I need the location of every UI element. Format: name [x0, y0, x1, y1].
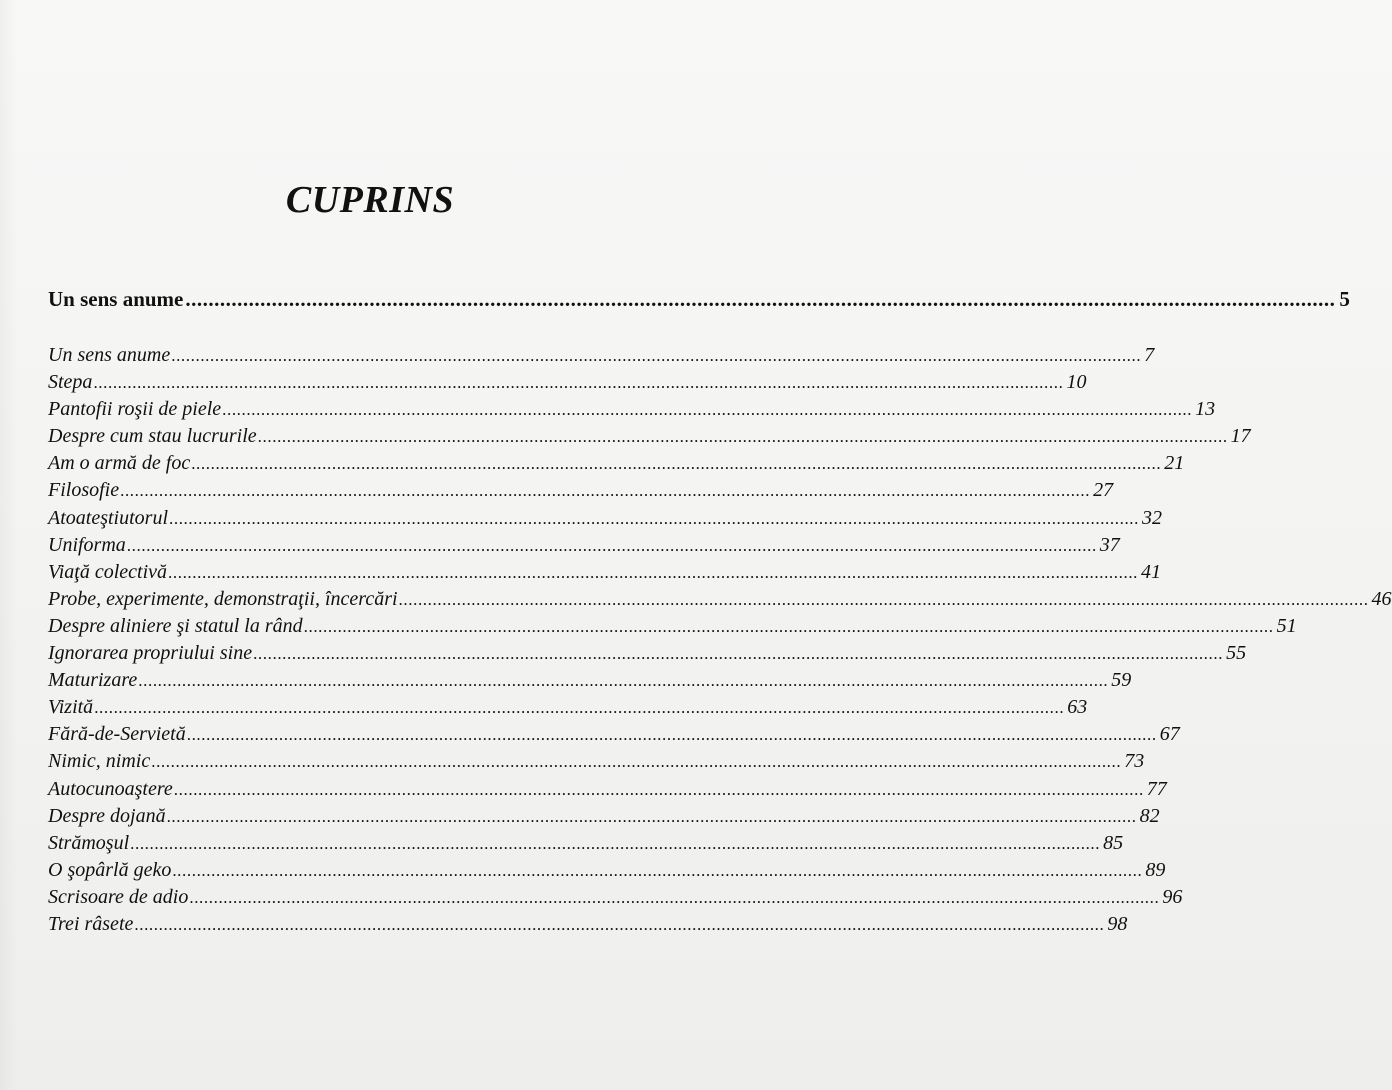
toc-entry-page-number: 37 — [1099, 533, 1120, 556]
dot-leader: ........................................................................................................................................................................................................ — [126, 535, 1097, 555]
toc-entry-page-number: 10 — [1066, 371, 1087, 394]
toc-entry-page-number: 96 — [1162, 885, 1183, 908]
toc-entry-page-number: 17 — [1230, 425, 1251, 448]
toc-entry-title: Despre aliniere şi statul la rând — [48, 614, 303, 637]
toc-entry-title: Scrisoare de adio — [48, 885, 189, 908]
dot-leader: ........................................................................................................................................................................................................ — [138, 671, 1109, 691]
toc-entry-page-number: 51 — [1276, 614, 1297, 637]
toc-entry — [48, 884, 1183, 911]
toc-entry — [48, 477, 1114, 504]
dot-leader: ........................................................................................................................................................................................................ — [94, 698, 1065, 718]
toc-entry-title: Vizită — [48, 696, 94, 719]
toc-entry-title: Viaţă colectivă — [48, 560, 168, 583]
toc-entry — [48, 613, 1297, 640]
dot-leader: ........................................................................................................................................................................................................ — [303, 616, 1274, 636]
dot-leader: ........................................................................................................................................................................................................ — [130, 833, 1101, 853]
toc-list — [48, 342, 1392, 938]
toc-entry-page-number: 13 — [1195, 398, 1216, 421]
toc-entry-title: Despre cum stau lucrurile — [48, 425, 257, 448]
section-label: Un sens anume — [48, 287, 184, 311]
toc-entry — [48, 640, 1247, 667]
dot-leader: ........................................................................................................................................................................................................ — [134, 914, 1105, 934]
dot-leader: ........................................................................................................................................................................................................ — [398, 589, 1369, 609]
dot-leader: ........................................................................................................................................................................................................ — [189, 887, 1160, 907]
toc-entry — [48, 830, 1124, 857]
toc-entry-title: Strămoşul — [48, 831, 130, 854]
toc-entry-page-number: 67 — [1159, 723, 1180, 746]
toc-entry — [48, 721, 1180, 748]
toc-entry-page-number: 32 — [1142, 506, 1162, 529]
toc-entry-page-number: 21 — [1164, 452, 1185, 475]
dot-leader: ........................................................................................................................................................................................................ — [171, 346, 1142, 365]
toc-entry — [48, 532, 1120, 559]
toc-entry-page-number: 55 — [1226, 642, 1247, 665]
toc-entry-title: Probe, experimente, demonstraţii, încercări — [48, 587, 398, 610]
toc-entry-title: Trei râsete — [48, 912, 134, 935]
toc-entry-page-number: 98 — [1107, 912, 1128, 935]
toc-entry-page-number: 7 — [1144, 344, 1155, 366]
dot-leader: ........................................................................................................................................................................................................ — [253, 644, 1224, 664]
toc-entry-page-number: 82 — [1139, 804, 1160, 827]
toc-entry-title: Autocunoaştere — [48, 777, 173, 800]
toc-entry — [48, 505, 1162, 532]
toc-entry — [48, 342, 1155, 369]
toc-entry-title: Un sens anume — [48, 344, 171, 366]
toc-entry-title: Fără-de-Servietă — [48, 723, 186, 746]
toc-entry — [48, 694, 1088, 721]
toc-entry-title: Despre dojană — [48, 804, 166, 827]
toc-entry-page-number: 46 — [1371, 587, 1392, 610]
toc-entry-title: Uniforma — [48, 533, 126, 556]
toc-entry — [48, 911, 1128, 938]
dot-leader: ........................................................................................................................................................................................................ — [186, 725, 1157, 745]
dot-leader: ........................................................................................................................................................................................................ — [257, 427, 1228, 447]
dot-leader: ........................................................................................................................................................................................................ — [93, 373, 1064, 393]
page-title: CUPRINS — [285, 179, 455, 221]
toc-entry-title: Atoateştiutorul — [48, 506, 168, 529]
toc-entry — [48, 667, 1132, 694]
dot-leader: ........................................................................................................................................................................................................ — [222, 400, 1193, 420]
toc-entry-title: Nimic, nimic — [48, 750, 151, 773]
dot-leader: ........................................................................................................................................................................................................ — [169, 508, 1139, 528]
toc-entry — [48, 396, 1216, 423]
dot-leader: ........................................................................................................................................................................................................ — [173, 779, 1144, 799]
toc-entry-page-number: 59 — [1111, 669, 1132, 692]
toc-entry-title: Am o armă de foc — [48, 452, 191, 475]
toc-entry — [48, 423, 1251, 450]
toc-entry-title: Pantofii roşii de piele — [48, 398, 222, 421]
dot-leader: ........................................................................................................................................................................................................ — [191, 454, 1162, 474]
toc-entry-page-number: 27 — [1093, 479, 1114, 502]
dot-leader: ........................................................................................................................................................................................................ — [172, 860, 1143, 880]
toc-entry-title: O şopârlă geko — [48, 858, 172, 881]
dot-leader: ........................................................................................................................................................................................................ — [185, 287, 1336, 311]
toc-entry-page-number: 63 — [1067, 696, 1088, 719]
toc-entry-title: Filosofie — [48, 479, 120, 502]
toc-entry — [48, 559, 1162, 586]
toc-entry-title: Stepa — [48, 371, 93, 394]
toc-section-heading — [48, 287, 1350, 315]
toc-entry — [48, 803, 1160, 830]
toc-entry — [48, 857, 1166, 884]
toc-entry — [48, 776, 1167, 803]
toc-entry — [48, 369, 1087, 396]
toc-entry-page-number: 77 — [1146, 777, 1167, 800]
dot-leader: ........................................................................................................................................................................................................ — [166, 806, 1137, 826]
toc-entry-page-number: 85 — [1103, 831, 1124, 854]
dot-leader: ........................................................................................................................................................................................................ — [168, 562, 1139, 582]
toc-entry-page-number: 73 — [1124, 750, 1145, 773]
dot-leader: ........................................................................................................................................................................................................ — [120, 481, 1091, 501]
dot-leader: ........................................................................................................................................................................................................ — [151, 752, 1122, 772]
toc-entry — [48, 450, 1185, 477]
toc-entry — [48, 748, 1145, 775]
toc-entry-title: Maturizare — [48, 669, 138, 692]
toc-entry-page-number: 89 — [1145, 858, 1166, 881]
toc-entry-page-number: 41 — [1141, 560, 1162, 583]
toc-entry — [48, 586, 1392, 613]
toc-entry-title: Ignorarea propriului sine — [48, 642, 253, 665]
section-page-number: 5 — [1339, 287, 1350, 311]
